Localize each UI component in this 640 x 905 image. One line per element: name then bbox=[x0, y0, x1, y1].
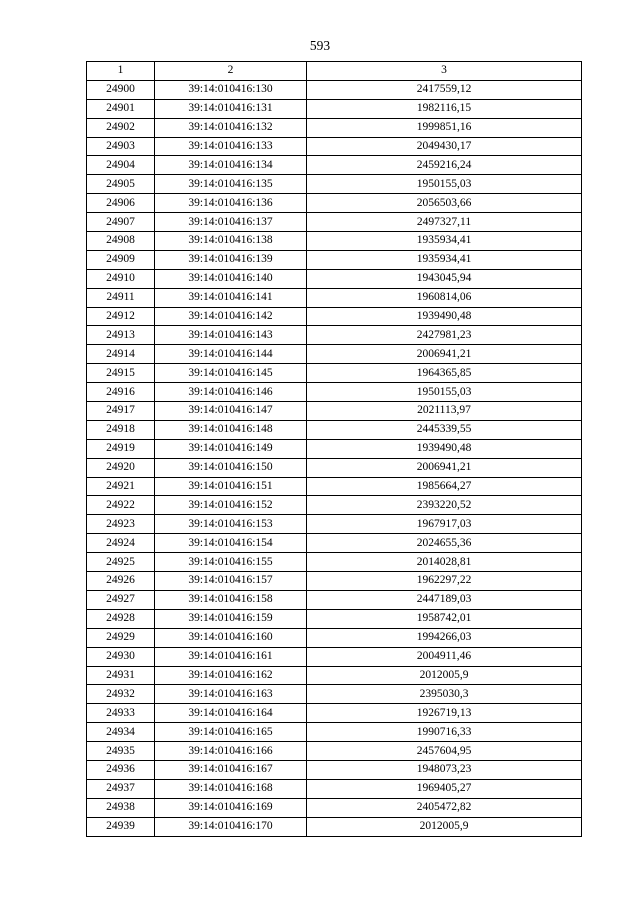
row-number-cell: 24931 bbox=[87, 666, 155, 685]
value-cell: 2447189,03 bbox=[307, 590, 582, 609]
row-number-cell: 24910 bbox=[87, 269, 155, 288]
value-cell: 1939490,48 bbox=[307, 307, 582, 326]
cadastral-number-cell: 39:14:010416:134 bbox=[155, 156, 307, 175]
table-row bbox=[87, 779, 582, 798]
row-number-cell: 24927 bbox=[87, 590, 155, 609]
cadastral-number-cell: 39:14:010416:166 bbox=[155, 742, 307, 761]
table-row bbox=[87, 760, 582, 779]
cadastral-number-cell: 39:14:010416:146 bbox=[155, 383, 307, 402]
table-row bbox=[87, 496, 582, 515]
row-number-cell: 24932 bbox=[87, 685, 155, 704]
table-row bbox=[87, 383, 582, 402]
row-number-cell: 24928 bbox=[87, 609, 155, 628]
row-number-cell: 24901 bbox=[87, 99, 155, 118]
row-number-cell: 24912 bbox=[87, 307, 155, 326]
value-cell: 1950155,03 bbox=[307, 383, 582, 402]
row-number-cell: 24917 bbox=[87, 402, 155, 421]
row-number-cell: 24933 bbox=[87, 704, 155, 723]
cadastral-number-cell: 39:14:010416:160 bbox=[155, 628, 307, 647]
cadastral-number-cell: 39:14:010416:145 bbox=[155, 364, 307, 383]
cadastral-number-cell: 39:14:010416:136 bbox=[155, 194, 307, 213]
cadastral-number-cell: 39:14:010416:140 bbox=[155, 269, 307, 288]
table-row bbox=[87, 232, 582, 251]
cadastral-number-cell: 39:14:010416:161 bbox=[155, 647, 307, 666]
cadastral-number-cell: 39:14:010416:133 bbox=[155, 137, 307, 156]
row-number-cell: 24916 bbox=[87, 383, 155, 402]
value-cell: 1994266,03 bbox=[307, 628, 582, 647]
value-cell: 1999851,16 bbox=[307, 118, 582, 137]
value-cell: 2457604,95 bbox=[307, 742, 582, 761]
row-number-cell: 24918 bbox=[87, 420, 155, 439]
value-cell: 1967917,03 bbox=[307, 515, 582, 534]
value-cell: 2405472,82 bbox=[307, 798, 582, 817]
row-number-cell: 24936 bbox=[87, 760, 155, 779]
table-body bbox=[87, 80, 582, 836]
value-cell: 2049430,17 bbox=[307, 137, 582, 156]
table-row bbox=[87, 666, 582, 685]
cadastral-number-cell: 39:14:010416:153 bbox=[155, 515, 307, 534]
value-cell: 2012005,9 bbox=[307, 817, 582, 836]
cadastral-number-cell: 39:14:010416:130 bbox=[155, 80, 307, 99]
table-row bbox=[87, 515, 582, 534]
cadastral-number-cell: 39:14:010416:165 bbox=[155, 723, 307, 742]
table-row bbox=[87, 458, 582, 477]
cadastral-number-cell: 39:14:010416:138 bbox=[155, 232, 307, 251]
row-number-cell: 24929 bbox=[87, 628, 155, 647]
header-row bbox=[87, 62, 582, 81]
cadastral-number-cell: 39:14:010416:131 bbox=[155, 99, 307, 118]
table-row bbox=[87, 307, 582, 326]
row-number-cell: 24905 bbox=[87, 175, 155, 194]
row-number-cell: 24904 bbox=[87, 156, 155, 175]
table-row bbox=[87, 609, 582, 628]
column-header-2: 2 bbox=[155, 62, 307, 81]
table-row bbox=[87, 137, 582, 156]
table-row bbox=[87, 477, 582, 496]
table-row bbox=[87, 534, 582, 553]
value-cell: 1950155,03 bbox=[307, 175, 582, 194]
value-cell: 1943045,94 bbox=[307, 269, 582, 288]
table-row bbox=[87, 439, 582, 458]
value-cell: 1960814,06 bbox=[307, 288, 582, 307]
table-row bbox=[87, 326, 582, 345]
row-number-cell: 24923 bbox=[87, 515, 155, 534]
table-row bbox=[87, 156, 582, 175]
cadastral-number-cell: 39:14:010416:141 bbox=[155, 288, 307, 307]
table-row bbox=[87, 742, 582, 761]
column-header-3: 3 bbox=[307, 62, 582, 81]
table-row bbox=[87, 590, 582, 609]
data-table bbox=[86, 61, 582, 837]
row-number-cell: 24915 bbox=[87, 364, 155, 383]
cadastral-number-cell: 39:14:010416:157 bbox=[155, 572, 307, 591]
table-row bbox=[87, 80, 582, 99]
table-row bbox=[87, 402, 582, 421]
cadastral-number-cell: 39:14:010416:144 bbox=[155, 345, 307, 364]
row-number-cell: 24902 bbox=[87, 118, 155, 137]
table-row bbox=[87, 647, 582, 666]
value-cell: 2445339,55 bbox=[307, 420, 582, 439]
row-number-cell: 24909 bbox=[87, 250, 155, 269]
value-cell: 2004911,46 bbox=[307, 647, 582, 666]
table-row bbox=[87, 345, 582, 364]
page-number: 593 bbox=[309, 38, 331, 53]
row-number-cell: 24908 bbox=[87, 232, 155, 251]
row-number-cell: 24930 bbox=[87, 647, 155, 666]
table-row bbox=[87, 798, 582, 817]
value-cell: 1935934,41 bbox=[307, 232, 582, 251]
value-cell: 1958742,01 bbox=[307, 609, 582, 628]
value-cell: 2417559,12 bbox=[307, 80, 582, 99]
row-number-cell: 24937 bbox=[87, 779, 155, 798]
value-cell: 2014028,81 bbox=[307, 553, 582, 572]
row-number-cell: 24921 bbox=[87, 477, 155, 496]
cadastral-number-cell: 39:14:010416:151 bbox=[155, 477, 307, 496]
cadastral-number-cell: 39:14:010416:142 bbox=[155, 307, 307, 326]
table-row bbox=[87, 572, 582, 591]
table-row bbox=[87, 288, 582, 307]
value-cell: 2006941,21 bbox=[307, 458, 582, 477]
row-number-cell: 24900 bbox=[87, 80, 155, 99]
row-number-cell: 24906 bbox=[87, 194, 155, 213]
table-row bbox=[87, 685, 582, 704]
table-row bbox=[87, 269, 582, 288]
row-number-cell: 24919 bbox=[87, 439, 155, 458]
cadastral-number-cell: 39:14:010416:169 bbox=[155, 798, 307, 817]
value-cell: 1935934,41 bbox=[307, 250, 582, 269]
value-cell: 1926719,13 bbox=[307, 704, 582, 723]
cadastral-number-cell: 39:14:010416:155 bbox=[155, 553, 307, 572]
cadastral-number-cell: 39:14:010416:132 bbox=[155, 118, 307, 137]
value-cell: 2395030,3 bbox=[307, 685, 582, 704]
row-number-cell: 24935 bbox=[87, 742, 155, 761]
row-number-cell: 24913 bbox=[87, 326, 155, 345]
row-number-cell: 24938 bbox=[87, 798, 155, 817]
row-number-cell: 24907 bbox=[87, 213, 155, 232]
cadastral-number-cell: 39:14:010416:163 bbox=[155, 685, 307, 704]
table-row bbox=[87, 817, 582, 836]
value-cell: 2024655,36 bbox=[307, 534, 582, 553]
value-cell: 1982116,15 bbox=[307, 99, 582, 118]
table-row bbox=[87, 628, 582, 647]
table-row bbox=[87, 704, 582, 723]
cadastral-number-cell: 39:14:010416:167 bbox=[155, 760, 307, 779]
cadastral-number-cell: 39:14:010416:137 bbox=[155, 213, 307, 232]
row-number-cell: 24922 bbox=[87, 496, 155, 515]
cadastral-number-cell: 39:14:010416:152 bbox=[155, 496, 307, 515]
table-row bbox=[87, 213, 582, 232]
value-cell: 1939490,48 bbox=[307, 439, 582, 458]
row-number-cell: 24926 bbox=[87, 572, 155, 591]
value-cell: 1948073,23 bbox=[307, 760, 582, 779]
row-number-cell: 24924 bbox=[87, 534, 155, 553]
cadastral-number-cell: 39:14:010416:159 bbox=[155, 609, 307, 628]
cadastral-number-cell: 39:14:010416:143 bbox=[155, 326, 307, 345]
cadastral-number-cell: 39:14:010416:148 bbox=[155, 420, 307, 439]
cadastral-number-cell: 39:14:010416:147 bbox=[155, 402, 307, 421]
row-number-cell: 24920 bbox=[87, 458, 155, 477]
value-cell: 2459216,24 bbox=[307, 156, 582, 175]
value-cell: 2427981,23 bbox=[307, 326, 582, 345]
table-row bbox=[87, 250, 582, 269]
cadastral-number-cell: 39:14:010416:149 bbox=[155, 439, 307, 458]
row-number-cell: 24914 bbox=[87, 345, 155, 364]
cadastral-number-cell: 39:14:010416:170 bbox=[155, 817, 307, 836]
cadastral-number-cell: 39:14:010416:139 bbox=[155, 250, 307, 269]
value-cell: 1962297,22 bbox=[307, 572, 582, 591]
value-cell: 2393220,52 bbox=[307, 496, 582, 515]
column-header-1: 1 bbox=[87, 62, 155, 81]
table-row bbox=[87, 175, 582, 194]
table-row bbox=[87, 364, 582, 383]
value-cell: 2012005,9 bbox=[307, 666, 582, 685]
value-cell: 1969405,27 bbox=[307, 779, 582, 798]
row-number-cell: 24934 bbox=[87, 723, 155, 742]
table-row bbox=[87, 420, 582, 439]
table-row bbox=[87, 723, 582, 742]
cadastral-number-cell: 39:14:010416:162 bbox=[155, 666, 307, 685]
value-cell: 1964365,85 bbox=[307, 364, 582, 383]
value-cell: 1990716,33 bbox=[307, 723, 582, 742]
cadastral-number-cell: 39:14:010416:135 bbox=[155, 175, 307, 194]
row-number-cell: 24925 bbox=[87, 553, 155, 572]
cadastral-number-cell: 39:14:010416:164 bbox=[155, 704, 307, 723]
cadastral-number-cell: 39:14:010416:150 bbox=[155, 458, 307, 477]
value-cell: 1985664,27 bbox=[307, 477, 582, 496]
row-number-cell: 24903 bbox=[87, 137, 155, 156]
value-cell: 2006941,21 bbox=[307, 345, 582, 364]
value-cell: 2021113,97 bbox=[307, 402, 582, 421]
table-row bbox=[87, 118, 582, 137]
table-row bbox=[87, 553, 582, 572]
value-cell: 2056503,66 bbox=[307, 194, 582, 213]
cadastral-number-cell: 39:14:010416:168 bbox=[155, 779, 307, 798]
table-row bbox=[87, 194, 582, 213]
cadastral-number-cell: 39:14:010416:154 bbox=[155, 534, 307, 553]
row-number-cell: 24911 bbox=[87, 288, 155, 307]
cadastral-number-cell: 39:14:010416:158 bbox=[155, 590, 307, 609]
row-number-cell: 24939 bbox=[87, 817, 155, 836]
value-cell: 2497327,11 bbox=[307, 213, 582, 232]
table-row bbox=[87, 99, 582, 118]
